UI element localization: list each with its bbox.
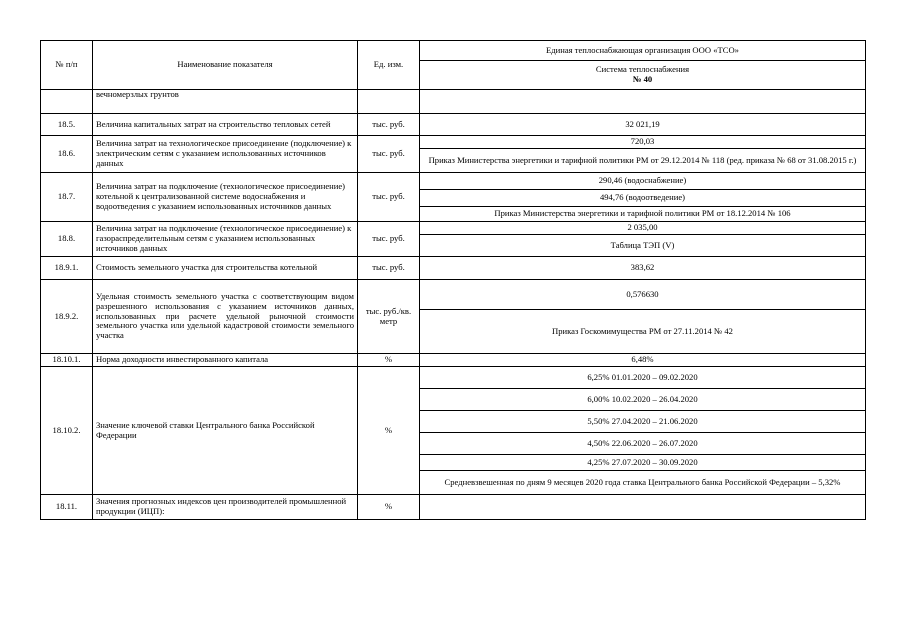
key-rate-period-5: 4,25% 27.07.2020 – 30.09.2020 (420, 455, 866, 471)
table-row-18-7-num: 18.7. (41, 173, 93, 222)
table-row-18-10-2-name: Значение ключевой ставки Центрального банка Российской Федерации (93, 367, 358, 495)
table-row-cont-num (41, 90, 93, 114)
table-row-18-10-2-num: 18.10.2. (41, 367, 93, 495)
key-rate-period-3: 5,50% 27.04.2020 – 21.06.2020 (420, 411, 866, 433)
table-row-18-10-1-unit: % (358, 354, 420, 367)
header-num: № п/п (41, 41, 93, 90)
table-row-18-11-name: Значения прогнозных индексов цен производителей промышленной продукции (ИЦП): (93, 495, 358, 520)
table-row-18-9-2-value: 0,576630 (420, 280, 866, 310)
table-row-18-5-unit: тыс. руб. (358, 114, 420, 136)
table-row-18-10-1-value: 6,48% (420, 354, 866, 367)
table-row-18-6-unit: тыс. руб. (358, 136, 420, 173)
key-rate-period-1: 6,25% 01.01.2020 – 09.02.2020 (420, 367, 866, 389)
table-row-18-7-sewage: 494,76 (водоотведение) (420, 190, 866, 207)
table-row-18-10-2-unit: % (358, 367, 420, 495)
table-row-18-6-source: Приказ Министерства энергетики и тарифной политики РМ от 29.12.2014 № 118 (ред. приказа № 68 от 31.08.2015 г.) (420, 149, 866, 173)
table-row-18-10-1-name: Норма доходности инвестированного капитала (93, 354, 358, 367)
table-row-18-6-value: 720,03 (420, 136, 866, 149)
table-row-18-9-1-value: 383,62 (420, 257, 866, 280)
table-row-18-8-num: 18.8. (41, 222, 93, 257)
header-system-number: № 40 (632, 74, 653, 84)
header-name: Наименование показателя (93, 41, 358, 90)
table-row-18-11-unit: % (358, 495, 420, 520)
table-row-18-9-2-num: 18.9.2. (41, 280, 93, 354)
table-row-18-7-source: Приказ Министерства энергетики и тарифной политики РМ от 18.12.2014 № 106 (420, 207, 866, 222)
header-org: Единая теплоснабжающая организация ООО «ТСО» (420, 41, 866, 61)
key-rate-period-4: 4,50% 22.06.2020 – 26.07.2020 (420, 433, 866, 455)
table-row-18-8-value: 2 035,00 (420, 222, 866, 235)
header-system-label: Система теплоснабжения (595, 64, 690, 75)
table-row-18-8-name: Величина затрат на подключение (технологическое присоединение) к газораспределительным сетям с указанием использованных источников данных (93, 222, 358, 257)
table-row-18-9-2-source: Приказ Госкомимущества РМ от 27.11.2014 № 42 (420, 310, 866, 354)
table-row-18-5-value: 32 021,19 (420, 114, 866, 136)
header-system (420, 61, 866, 90)
table-row-cont-value (420, 90, 866, 114)
table-row-18-7-name: Величина затрат на подключение (технологическое присоединение) котельной к централизованной системе водоснабжения и водоотведения с указанием использованных источников данных (93, 173, 358, 222)
table-row-18-9-1-num: 18.9.1. (41, 257, 93, 280)
table-row-18-9-1-name: Стоимость земельного участка для строительства котельной (93, 257, 358, 280)
table-row-18-9-1-unit: тыс. руб. (358, 257, 420, 280)
table-row-18-10-1-num: 18.10.1. (41, 354, 93, 367)
header-unit: Ед. изм. (358, 41, 420, 90)
table-row-18-6-num: 18.6. (41, 136, 93, 173)
table-row-18-5-name: Величина капитальных затрат на строительство тепловых сетей (93, 114, 358, 136)
table-row-18-8-unit: тыс. руб. (358, 222, 420, 257)
table-row-18-7-water: 290,46 (водоснабжение) (420, 173, 866, 190)
table-row-cont-unit (358, 90, 420, 114)
table-row-18-9-2-unit: тыс. руб./кв. метр (358, 280, 420, 354)
table-row-cont-name: вечномерзлых грунтов (93, 90, 358, 114)
table-row-18-11-num: 18.11. (41, 495, 93, 520)
table-row-18-11-value (420, 495, 866, 520)
table-row-18-9-2-name: Удельная стоимость земельного участка с соответствующим видом разрешенного использования с указанием источников данных, использованных при расчете удельной рыночной стоимости земельного участка или удельной кадастровой стоимости земельного участка (93, 280, 358, 354)
key-rate-weighted-average: Средневзвешенная по дням 9 месяцев 2020 года ставка Центрального банка Российской Федерации – 5,32% (420, 471, 866, 495)
table-row-18-7-unit: тыс. руб. (358, 173, 420, 222)
table-row-18-8-source: Таблица ТЭП (V) (420, 235, 866, 257)
key-rate-period-2: 6,00% 10.02.2020 – 26.04.2020 (420, 389, 866, 411)
table-row-18-6-name: Величина затрат на технологическое присоединение (подключение) к электрическим сетям с указанием использованных источников данных (93, 136, 358, 173)
table-row-18-5-num: 18.5. (41, 114, 93, 136)
indicators-table (40, 40, 866, 520)
